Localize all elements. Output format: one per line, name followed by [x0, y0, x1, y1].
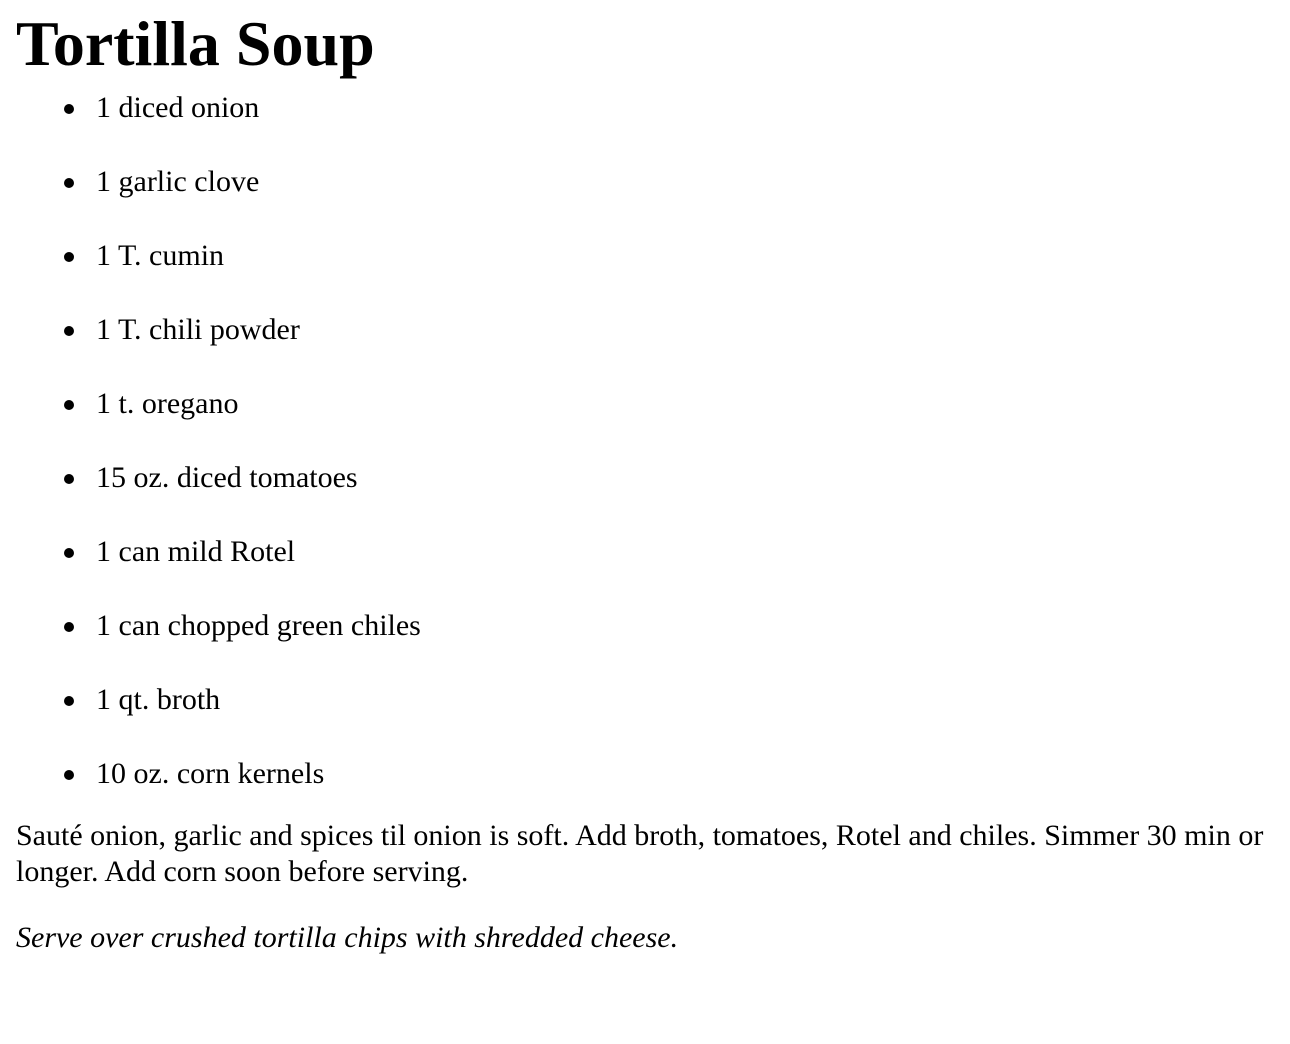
list-item: [16, 238, 1276, 312]
bullet-icon: [64, 474, 74, 484]
page-title: Tortilla Soup: [16, 8, 375, 79]
list-item: [16, 460, 1276, 534]
bullet-icon: [64, 252, 74, 262]
list-item: [16, 312, 1276, 386]
ingredient-text: 1 diced onion: [96, 91, 260, 124]
ingredient-text: 1 garlic clove: [96, 165, 260, 198]
ingredient-text: 10 oz. corn kernels: [96, 757, 325, 790]
list-item: [16, 90, 1276, 164]
list-item: [16, 386, 1276, 460]
bullet-icon: [64, 622, 74, 632]
list-item: [16, 682, 1276, 756]
instructions-paragraph: Sauté onion, garlic and spices til onion is soft. Add broth, tomatoes, Rotel and chiles. Simmer 30 min or longer. Add corn soon before serving.: [16, 819, 1264, 888]
ingredient-text: 15 oz. diced tomatoes: [96, 461, 358, 494]
ingredients-list: [16, 90, 1276, 830]
ingredient-text: 1 T. cumin: [96, 239, 225, 272]
bullet-icon: [64, 770, 74, 780]
ingredient-text: 1 can mild Rotel: [96, 535, 296, 568]
bullet-icon: [64, 548, 74, 558]
list-item: [16, 534, 1276, 608]
serving-note: Serve over crushed tortilla chips with shredded cheese.: [16, 921, 679, 954]
ingredient-text: 1 can chopped green chiles: [96, 609, 421, 642]
bullet-icon: [64, 696, 74, 706]
bullet-icon: [64, 178, 74, 188]
ingredient-text: 1 qt. broth: [96, 683, 221, 716]
bullet-icon: [64, 104, 74, 114]
bullet-icon: [64, 400, 74, 410]
list-item: [16, 608, 1276, 682]
ingredient-text: 1 T. chili powder: [96, 313, 300, 346]
list-item: [16, 164, 1276, 238]
list-item: [16, 756, 1276, 830]
recipe-page: [16, 0, 1276, 956]
ingredient-text: 1 t. oregano: [96, 387, 239, 420]
bullet-icon: [64, 326, 74, 336]
